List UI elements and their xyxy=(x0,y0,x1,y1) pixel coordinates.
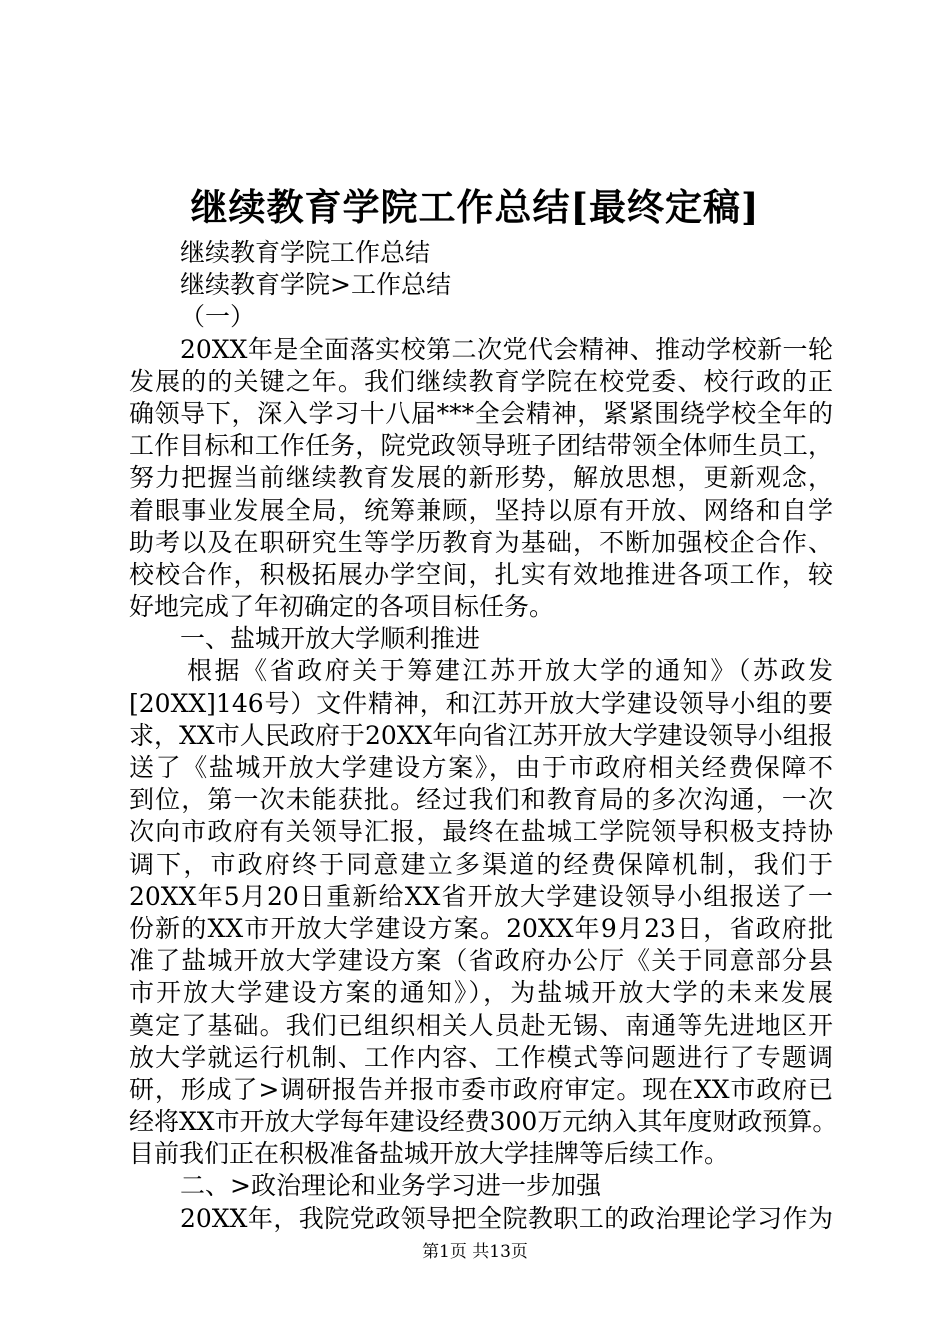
text-line: 工作目标和工作任务，院党政领导班子团结带领全体师生员工， xyxy=(129,431,833,461)
text-line: 份新的XX市开放大学建设方案。20XX年9月23日，省政府批 xyxy=(129,913,833,943)
text-line: 好地完成了年初确定的各项目标任务。 xyxy=(129,592,555,622)
text-line: 20XX年是全面落实校第二次党代会精神、推动学校新一轮 xyxy=(180,334,833,364)
text-line: 20XX年，我院党政领导把全院教职工的政治理论学习作为 xyxy=(180,1203,833,1233)
text-line: （一） xyxy=(180,302,256,332)
text-line: 准了盐城开放大学建设方案（省政府办公厅《关于同意部分县 xyxy=(129,946,833,976)
text-line: 求，XX市人民政府于20XX年向省江苏开放大学建设领导小组报 xyxy=(129,720,833,750)
text-line: 到位，第一次未能获批。经过我们和教育局的多次沟通，一次 xyxy=(129,785,833,815)
text-line: [20XX]146号）文件精神，和江苏开放大学建设领导小组的要 xyxy=(129,688,833,718)
text-line: 努力把握当前继续教育发展的新形势，解放思想，更新观念， xyxy=(129,463,833,493)
text-line: 放大学就运行机制、工作内容、工作模式等问题进行了专题调 xyxy=(129,1042,833,1072)
text-line: 着眼事业发展全局，统筹兼顾，坚持以原有开放、网络和自学 xyxy=(129,495,833,525)
text-line: 二、>政治理论和业务学习进一步加强 xyxy=(180,1171,601,1201)
text-line: 一、盐城开放大学顺利推进 xyxy=(180,624,481,654)
text-line: 调下，市政府终于同意建立多渠道的经费保障机制，我们于 xyxy=(129,849,833,879)
text-line: 发展的的关键之年。我们继续教育学院在校党委、校行政的正 xyxy=(129,366,833,396)
text-line: 市开放大学建设方案的通知》），为盐城开放大学的未来发展 xyxy=(129,978,833,1008)
text-line: 送了《盐城开放大学建设方案》，由于市政府相关经费保障不 xyxy=(129,753,833,782)
document-title: 继续教育学院工作总结[最终定稿] xyxy=(190,185,760,229)
text-line: 校校合作，积极拓展办学空间，扎实有效地推进各项工作，较 xyxy=(129,559,833,589)
text-line: 确领导下，深入学习十八届***全会精神，紧紧围绕学校全年的 xyxy=(129,398,833,428)
text-line: 20XX年5月20日重新给XX省开放大学建设领导小组报送了一 xyxy=(129,881,833,911)
text-line: 目前我们正在积极准备盐城开放大学挂牌等后续工作。 xyxy=(129,1139,730,1169)
text-line: 次向市政府有关领导汇报，最终在盐城工学院领导积极支持协 xyxy=(129,817,833,847)
text-line: 助考以及在职研究生等学历教育为基础，不断加强校企合作、 xyxy=(129,527,833,557)
text-line: 继续教育学院工作总结 xyxy=(180,238,431,267)
page-footer: 第1页 共13页 xyxy=(422,1242,528,1262)
document-body xyxy=(129,237,838,1235)
text-line: 经将XX市开放大学每年建设经费300万元纳入其年度财政预算。 xyxy=(129,1107,838,1137)
text-line: 研，形成了>调研报告并报市委市政府审定。现在XX市政府已 xyxy=(129,1074,833,1104)
text-line: 奠定了基础。我们已组织相关人员赴无锡、南通等先进地区开 xyxy=(129,1010,833,1040)
text-line: 根据《省政府关于筹建江苏开放大学的通知》（苏政发 xyxy=(187,656,833,686)
text-line: 继续教育学院>工作总结 xyxy=(180,270,451,300)
